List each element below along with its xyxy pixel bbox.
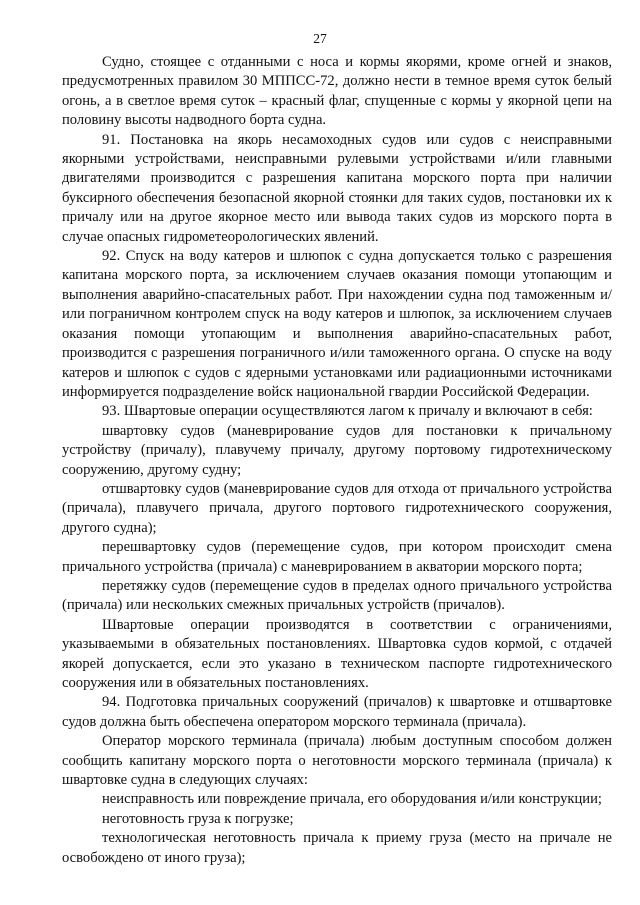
paragraph-94: 94. Подготовка причальных сооружений (причалов) к швартовке и отшвартовке судов должна быть обеспечена оператором морского терминала (причала). [62,694,612,730]
paragraph-91: 91. Постановка на якорь несамоходных судов или судов с неисправными якорными устройствами, неисправными рулевыми устройствами и/или главными двигателями производится с разрешения капитана морского порта при наличии буксирного обеспечения безопасной якорной стоянки для таких судов, постановки их к причалу или на другое якорное место или вывода таких судов из морского порта в случае опасных гидрометеорологических явлений. [62,131,612,245]
list-item-berth-not-ready: технологическая неготовность причала к приему груза (место на причале не освобождено от иного груза); [62,830,612,866]
list-item-mooring: швартовку судов (маневрирование судов для постановки к причальному устройству (причалу), плавучему причалу, другому портовому гидротехническому сооружению, другому судну; [62,422,612,478]
document-body [62,53,612,868]
paragraph-mooring-restrictions: Швартовые операции производятся в соответствии с ограничениями, указываемыми в обязательных постановлениях. Швартовка судов кормой, с отдачей якорей допускается, если это указано в техническом паспорте гидротехнического сооружения или в обязательных постановлениях. [62,616,612,691]
page-number: 27 [313,31,327,46]
paragraph-terminal-operator: Оператор морского терминала (причала) любым доступным способом должен сообщить капитану морского порта о неготовности морского терминала (причала) к швартовке судна в следующих случаях: [62,733,612,789]
list-item-berth-damage: неисправность или повреждение причала, его оборудования и/или конструкции; [102,791,602,808]
list-item-cargo-not-ready: неготовность груза к погрузке; [102,810,294,827]
paragraph-92: 92. Спуск на воду катеров и шлюпок с судна допускается только с разрешения капитана морского порта, за исключением случаев оказания помощи утопающим и выполнения аварийно-спасательных работ. При нахождении судна под таможенным и/или пограничном контролем спуск на воду катеров и шлюпок, за исключением случаев оказания помощи утопающим и выполнения аварийно-спасательных работ, производится с разрешения пограничного и/или таможенного органа. О спуске на воду катеров и шлюпок с судов с ядерными установками или радиационными источниками информируется подразделение войск национальной гвардии Российской Федерации. [62,248,612,400]
paragraph-93: 93. Швартовые операции осуществляются лагом к причалу и включают в себя: [102,403,593,420]
list-item-warping: перетяжку судов (перемещение судов в пределах одного причального устройства (причала) или нескольких смежных причальных устройств (причалов). [62,577,612,614]
list-item-remooring: перешвартовку судов (перемещение судов, при котором происходит смена причального устройства (причала) с маневрированием в акватории морского порта; [62,539,612,575]
paragraph-anchor-lights: Судно, стоящее с отданными с носа и кормы якорями, кроме огней и знаков, предусмотренных правилом 30 МППСС-72, должно нести в темное время суток белый огонь, а в светлое время суток – красный флаг, спущенные с кормы у якорной цепи на половину высоты надводного борта судна. [62,54,612,129]
list-item-unmooring: отшвартовку судов (маневрирование судов для отхода от причального устройства (причала), плавучего причала, другого портового гидротехнического сооружения, другого судна); [62,480,612,536]
